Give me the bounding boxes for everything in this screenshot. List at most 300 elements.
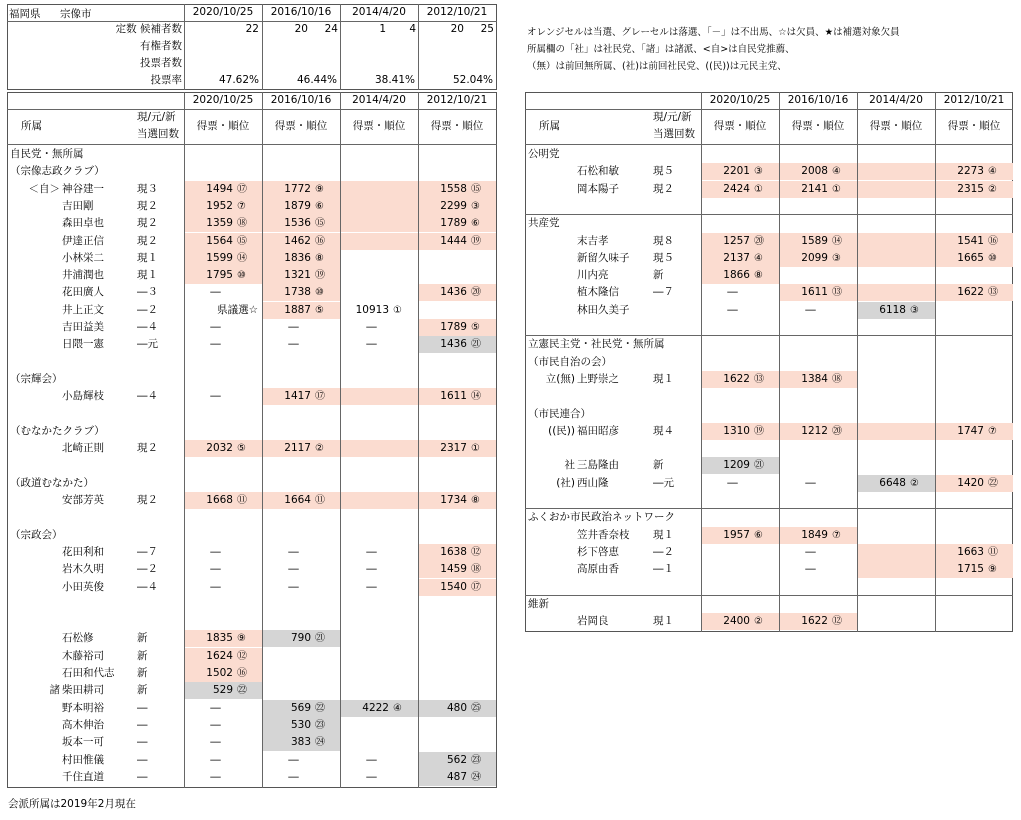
legend-line-3: （無）は前回無所属、(社)は前回社民党、((民))は元民主党、 [527,61,787,72]
right-candidate-status: 現５ [653,251,674,264]
not-running-mark: ― [210,338,221,351]
vote-count: 1622 [801,615,828,628]
summary-turnout: 47.62% [218,74,259,86]
not-running-mark: ― [366,580,377,593]
summary-label-voters: 有権者数 [140,40,182,52]
rank-badge: ⑧ [754,270,763,282]
summary-kohosha: 25 [480,23,494,35]
vote-count: 1835 [206,632,233,645]
summary-kohosha: 4 [409,23,416,35]
rank-badge: ㉒ [315,702,325,714]
vote-count: 2008 [801,165,828,178]
rank-badge: ① [754,183,763,195]
summary-date-header: 2016/10/16 [270,6,332,18]
vote-count: 1665 [957,251,984,264]
rank-badge: ㉓ [471,754,481,766]
rank-badge: ④ [988,166,997,178]
left-header-vote: 得票・順位 [274,120,328,132]
rank-badge: ⑫ [471,546,481,558]
left-candidate-status: 新 [137,632,148,645]
not-running-mark: ― [288,580,299,593]
rank-badge: ⑪ [315,495,325,506]
rank-badge: ㉓ [315,719,325,731]
right-candidate-name: 川内亮 [577,269,609,282]
left-candidate-status: ―３ [137,286,158,299]
vote-count: 529 [212,684,233,697]
vote-count: 1417 [284,390,311,403]
left-header-count: 当選回数 [137,128,179,140]
vote-count: 1541 [957,234,984,247]
rank-badge: ⑰ [237,183,247,195]
rank-badge: ⑧ [315,252,324,264]
vote-count: 1836 [284,251,311,264]
left-candidate-status: 現１ [137,269,158,282]
not-running-mark: ― [366,545,377,558]
vote-count: 1209 [723,459,750,472]
rank-badge: ⑯ [988,235,998,247]
city-label: 宗像市 [60,8,92,20]
left-candidate-name: 小林栄二 [62,251,104,264]
vote-count: 2273 [957,165,984,178]
rank-badge: ⑲ [754,425,764,437]
winner-cell [341,181,418,198]
left-candidate-status: ―元 [137,338,158,351]
rank-badge: ⑰ [471,581,481,593]
summary-teisu: 1 [379,23,386,35]
left-candidate-status: ― [137,770,148,783]
left-group-label: （むなかたクラブ） [10,424,105,437]
left-candidate-status: ― [137,718,148,731]
rank-badge: ⑩ [237,270,246,282]
right-group-label: ふくおか市民政治ネットワーク [528,511,675,524]
right-candidate-name: 三島隆由 [577,459,619,472]
left-date-header: 2020/10/25 [192,94,254,106]
vote-count: 1558 [440,182,467,195]
not-running-mark: ― [210,770,221,783]
vote-count: 1957 [723,528,750,541]
vote-count: 1622 [957,286,984,299]
left-candidate-status: ―４ [137,321,158,333]
summary-teisu: 22 [245,23,259,35]
summary-teisu: 20 [450,23,464,35]
right-candidate-status: 現１ [653,372,674,385]
vote-count: 1952 [206,199,233,212]
vote-count: 2424 [723,182,750,195]
right-header-vote: 得票・順位 [713,120,767,132]
rank-badge: ⑮ [237,235,247,247]
vote-count: 1420 [957,476,984,489]
not-running-mark: ― [210,580,221,593]
left-header-vote: 得票・順位 [196,120,250,132]
footnote: 会派所属は2019年2月現在 [8,798,136,810]
left-candidate-status: ―７ [137,545,158,558]
left-candidate-name: 吉田剛 [62,199,94,212]
left-group-label: （宗輝会） [10,372,63,385]
rank-badge: ③ [832,252,841,264]
rank-badge: ④ [832,166,841,178]
left-header-vote: 得票・順位 [352,120,406,132]
right-affiliation-mark: 立(無) [545,372,575,385]
left-candidate-name: 石田和代志 [62,667,115,679]
vote-count: 1310 [723,424,750,437]
note-text: 県議選☆ [217,303,258,316]
rank-badge: ① [393,304,402,316]
left-candidate-status: ―４ [137,580,158,593]
rank-badge: ① [471,443,480,455]
rank-badge: ⑦ [237,200,246,212]
left-candidate-status: 新 [137,684,148,697]
left-candidate-name: 小田英俊 [62,580,104,593]
right-candidate-name: 福田昭彦 [577,424,619,437]
rank-badge: ㉕ [471,702,481,714]
rank-badge: ⑩ [988,252,997,264]
vote-count: 1212 [801,424,828,437]
rank-badge: ⑬ [988,287,998,299]
left-candidate-name: 木藤裕司 [62,649,104,662]
left-candidate-status: 現２ [137,217,158,230]
right-header-vote: 得票・順位 [947,120,1001,132]
rank-badge: ⑬ [832,287,842,299]
right-date-line [525,109,1013,110]
not-running-mark: ― [805,545,816,558]
left-candidate-status: ―２ [137,563,158,576]
rank-badge: ② [754,616,763,628]
vote-count: 1611 [801,286,828,299]
right-group-label: 共産党 [528,217,560,230]
vote-count: 1879 [284,199,311,212]
vote-count: 2099 [801,251,828,264]
rank-badge: ⑥ [471,218,480,230]
left-group-label: （宗像志政クラブ） [10,165,105,178]
rank-badge: ⑳ [832,425,842,437]
left-affiliation-mark: 諸 [49,684,60,697]
right-header-vote: 得票・順位 [869,120,923,132]
vote-count: 1734 [440,494,467,506]
rank-badge: ③ [754,166,763,178]
vote-count: 1599 [206,251,233,264]
rank-badge: ② [910,477,919,489]
right-candidate-name: 西山隆 [577,476,609,489]
left-candidate-name: 岩木久明 [62,563,104,576]
summary-label-ballots: 投票者数 [140,57,182,69]
left-candidate-status: ― [137,736,148,749]
vote-count: 2315 [957,182,984,195]
rank-badge: ④ [393,702,402,714]
vote-count: 1668 [206,494,233,506]
legend-line-2: 所属欄の「社」は社民党、「諸」は諸派、<自>は自民党推薦、 [527,44,795,55]
vote-count: 1663 [957,545,984,558]
left-candidate-name: 神谷建一 [62,182,104,195]
rank-badge: ① [832,183,841,195]
winner-cell [858,561,935,578]
left-candidate-name: 森田卓也 [62,217,104,230]
left-candidate-status: 現２ [137,199,158,212]
right-candidate-status: 現５ [653,165,674,178]
left-candidate-name: 吉田益美 [62,321,104,333]
vote-count: 1502 [206,667,233,679]
rank-badge: ⑫ [832,616,842,628]
winner-cell [858,163,935,180]
vote-count: 1795 [206,269,233,282]
right-group-label: 公明党 [528,148,560,160]
left-candidate-name: 北崎正則 [62,442,104,455]
not-running-mark: ― [210,545,221,558]
winner-cell [341,492,418,509]
prefecture-label: 福岡県 [9,8,41,20]
rank-badge: ⑥ [315,200,324,212]
right-candidate-name: 上野崇之 [577,372,619,385]
rank-badge: ⑮ [471,183,481,195]
right-date-header: 2020/10/25 [709,94,771,106]
right-candidate-status: ―１ [653,563,674,576]
left-candidate-name: 花田利和 [62,545,104,558]
not-running-mark: ― [727,476,738,489]
rank-badge: ⑳ [754,235,764,247]
rank-badge: ㉔ [315,737,325,749]
vote-count: 1436 [440,286,467,299]
vote-count: 1494 [206,182,233,195]
rank-badge: ⑤ [315,304,324,316]
vote-count: 1321 [284,269,311,282]
rank-badge: ⑳ [471,287,481,299]
rank-badge: ② [988,183,997,195]
right-candidate-status: 現８ [653,234,674,247]
not-running-mark: ― [288,545,299,558]
right-header-status: 現/元/新 [653,111,692,123]
right-header-count: 当選回数 [653,128,695,140]
winner-cell [858,284,935,301]
not-running-mark: ― [805,303,816,316]
vote-count: 2201 [723,165,750,178]
left-candidate-name: 井上正文 [62,303,104,316]
left-candidate-name: 安部芳英 [62,494,104,506]
not-running-mark: ― [288,338,299,351]
vote-count: 2032 [206,442,233,455]
vote-count: 1664 [284,494,311,506]
vote-count: 2117 [284,442,311,455]
rank-badge: ⑩ [315,287,324,299]
right-date-header: 2012/10/21 [943,94,1005,106]
summary-turnout: 38.41% [374,74,415,86]
vote-count: 1462 [284,234,311,247]
vote-count: 2137 [723,251,750,264]
rank-badge: ⑭ [237,252,247,264]
vote-count: 1738 [284,286,311,299]
vote-count: 1789 [440,217,467,230]
not-running-mark: ― [366,563,377,576]
vote-count: 487 [446,770,467,783]
vote-count: 1536 [284,217,311,230]
rank-badge: ⑪ [237,495,247,506]
not-running-mark: ― [366,338,377,351]
right-candidate-status: 新 [653,459,664,472]
not-running-mark: ― [366,753,377,766]
vote-count: 383 [290,736,311,749]
right-candidate-name: 高原由香 [577,563,619,576]
not-running-mark: ― [366,770,377,783]
left-candidate-status: 新 [137,667,148,679]
left-candidate-name: 石松修 [62,632,94,645]
vote-count: 1540 [440,580,467,593]
right-candidate-name: 岡本陽子 [577,182,619,195]
vote-count: 1589 [801,234,828,247]
right-candidate-status: ―２ [653,545,674,558]
right-candidate-name: 杉下啓恵 [577,545,619,558]
right-affiliation-mark: 社 [564,459,575,472]
left-candidate-name: 柴田耕司 [62,684,104,697]
rank-badge: ⑰ [315,391,325,403]
left-affiliation-mark: ＜自＞ [28,182,60,195]
left-candidate-name: 坂本一可 [62,736,104,749]
not-running-mark: ― [210,286,221,299]
not-running-mark: ― [805,563,816,576]
left-candidate-status: ―２ [137,303,158,316]
right-candidate-status: 新 [653,269,664,282]
left-date-line [7,109,497,110]
right-party-separator [525,214,1013,215]
left-candidate-name: 小島輝枝 [62,390,104,403]
vote-count: 2400 [723,615,750,628]
vote-count: 6648 [879,476,906,489]
left-candidate-status: 現２ [137,494,158,506]
left-candidate-name: 伊達正信 [62,234,104,247]
vote-count: 1789 [440,321,467,333]
right-group-label: 立憲民主党・社民党・無所属 [528,338,665,351]
winner-cell [341,388,418,405]
left-date-header: 2012/10/21 [426,94,488,106]
right-group-label: （市民自治の会） [528,355,612,368]
left-group-label: （政道むなかた） [10,476,94,489]
left-candidate-status: 現２ [137,442,158,455]
rank-badge: ⑯ [237,668,247,679]
winner-cell [341,198,418,215]
summary-teisu: 20 [294,23,308,35]
right-candidate-status: ―７ [653,286,674,299]
left-candidate-name: 千住直道 [62,770,104,783]
summary-turnout: 52.04% [452,74,493,86]
vote-count: 1624 [206,649,233,662]
not-running-mark: ― [366,321,377,333]
right-party-separator [525,595,1013,596]
not-running-mark: ― [210,321,221,333]
left-candidate-name: 花田廣人 [62,286,104,299]
right-group-label: （市民連合） [528,407,591,420]
rank-badge: ⑦ [832,529,841,541]
right-candidate-status: 現１ [653,528,674,541]
not-running-mark: ― [288,321,299,333]
vote-count: 1772 [284,182,311,195]
rank-badge: ⑤ [471,322,480,333]
vote-count: 1849 [801,528,828,541]
vote-count: 1436 [440,338,467,351]
vote-count: 2299 [440,199,467,212]
rank-badge: ⑱ [471,564,481,576]
right-candidate-name: 新留久味子 [577,251,630,264]
rank-badge: ⑥ [754,529,763,541]
left-candidate-status: ― [137,753,148,766]
winner-cell [858,423,935,440]
winner-cell [341,215,418,232]
left-header-line [7,144,497,145]
vote-count: 1444 [440,234,467,247]
rank-badge: ⑯ [315,235,325,247]
right-candidate-name: 岩岡良 [577,615,609,628]
left-date-header: 2016/10/16 [270,94,332,106]
rank-badge: ③ [910,304,919,316]
not-running-mark: ― [210,718,221,731]
vote-count: 530 [290,718,311,731]
vote-count: 6118 [879,303,906,316]
left-candidate-status: 新 [137,649,148,662]
vote-count: 1622 [723,372,750,385]
not-running-mark: ― [288,770,299,783]
rank-badge: ⑨ [237,633,246,645]
winner-cell [858,250,935,267]
right-candidate-name: 林田久美子 [577,303,630,316]
rank-badge: ⑲ [471,235,481,247]
rank-badge: ③ [471,200,480,212]
right-candidate-name: 笠井香奈枝 [577,528,630,541]
vote-count: 1638 [440,545,467,558]
vote-count: 1611 [440,390,467,403]
left-header-status: 現/元/新 [137,111,176,123]
left-group-label: （宗政会） [10,528,63,541]
right-candidate-status: 現１ [653,615,674,628]
left-candidate-status: 現２ [137,234,158,247]
not-running-mark: ― [210,736,221,749]
right-group-label: 維新 [528,597,549,610]
summary-label-teisu: 定数 候補者数 [115,23,182,35]
right-header-vote: 得票・順位 [791,120,845,132]
rank-badge: ㉔ [471,771,481,783]
left-header-shozoku: 所属 [21,120,42,132]
vote-count: 569 [290,701,311,714]
rank-badge: ④ [754,252,763,264]
summary-kohosha: 24 [324,23,338,35]
right-date-header: 2016/10/16 [787,94,849,106]
rank-badge: ⑨ [988,564,997,576]
right-header-shozoku: 所属 [539,120,560,132]
right-candidate-status: ―元 [653,476,674,489]
left-candidate-name: 野本明裕 [62,701,104,714]
rank-badge: ㉒ [988,477,998,489]
vote-count: 1257 [723,234,750,247]
not-running-mark: ― [288,753,299,766]
vote-count: 1384 [801,372,828,385]
vote-count: 2141 [801,182,828,195]
right-candidate-status: 現４ [653,424,674,437]
rank-badge: ⑨ [315,183,324,195]
rank-badge: ㉑ [471,339,481,351]
vote-count: 1715 [957,563,984,576]
rank-badge: ⑲ [315,270,325,282]
rank-badge: ⑫ [237,650,247,662]
right-affiliation-mark: ((民)) [548,424,575,437]
vote-count: 4222 [362,701,389,714]
rank-badge: ㉑ [754,460,764,472]
vote-count: 10913 [355,303,389,316]
rank-badge: ㉒ [237,685,247,697]
winner-cell [858,233,935,250]
right-candidate-name: 末吉孝 [577,234,609,247]
summary-turnout: 46.44% [296,74,337,86]
left-candidate-status: ―４ [137,390,158,403]
rank-badge: ⑮ [315,218,325,230]
right-candidate-name: 植木隆信 [577,286,619,299]
vote-count: 1359 [206,217,233,230]
not-running-mark: ― [805,476,816,489]
summary-date-header: 2020/10/25 [192,6,254,18]
